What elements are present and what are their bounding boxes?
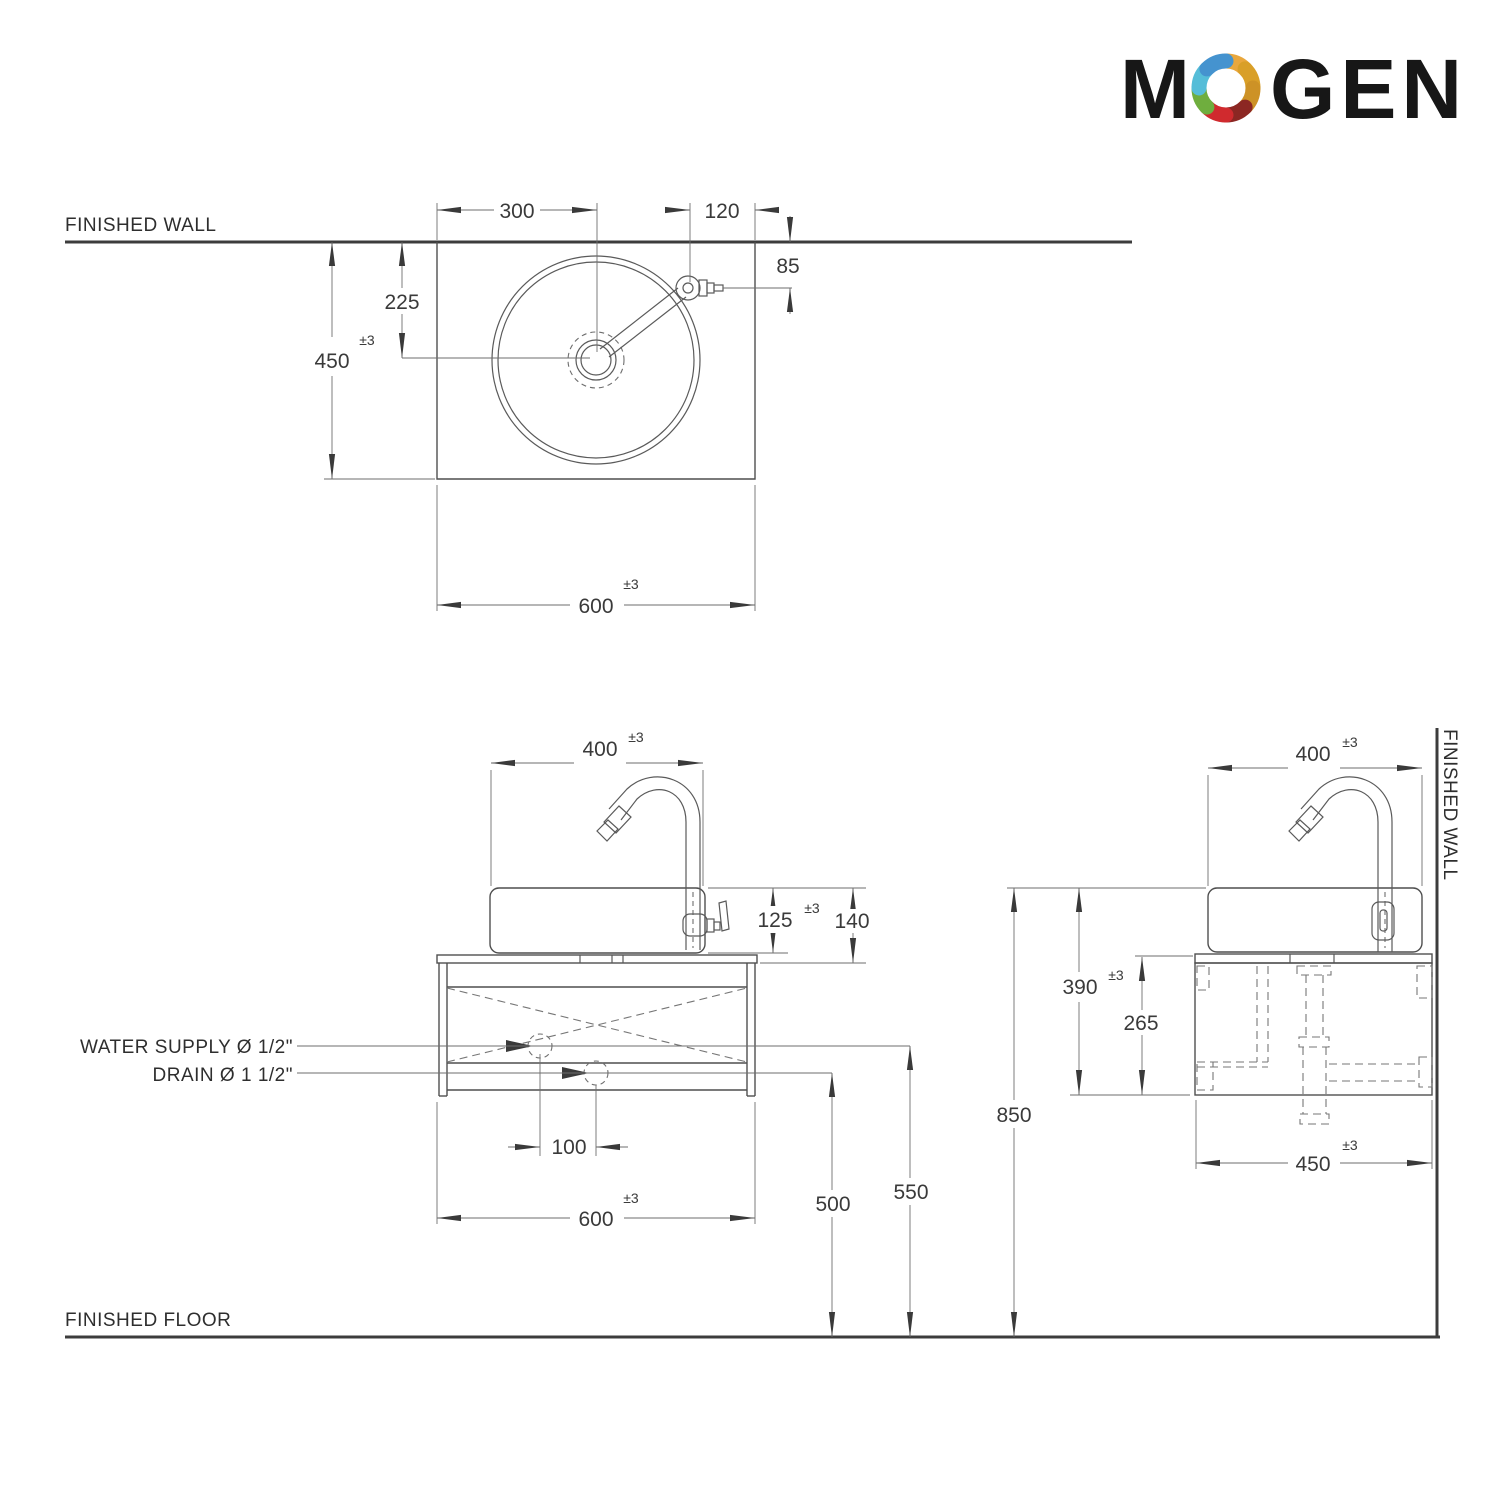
top-view-drain	[581, 345, 611, 375]
side-wall-flange	[1419, 1057, 1432, 1087]
dim-text-top-120: 120	[704, 200, 740, 223]
logo-letters-gen: GEN	[1270, 42, 1468, 136]
top-view-faucet-neck	[707, 283, 714, 293]
top-view-counter-outline	[437, 242, 755, 479]
dim-text-top-85: 85	[776, 255, 800, 278]
dim-text-front-500: 500	[815, 1193, 851, 1216]
dim-text-side-390: 390	[1062, 976, 1098, 999]
side-basin	[1208, 888, 1422, 952]
dim-text-side-265: 265	[1123, 1012, 1159, 1035]
dim-text-top-225: 225	[384, 291, 420, 314]
front-valve-neck	[707, 919, 714, 932]
water-supply-label: WATER SUPPLY Ø 1/2"	[80, 1037, 293, 1058]
front-view	[297, 777, 910, 1096]
front-basin	[490, 888, 705, 953]
tol-front-125: ±3	[804, 900, 820, 916]
side-faucet-handle	[1372, 902, 1394, 940]
tol-front-600: ±3	[623, 1190, 639, 1206]
top-view-faucet-tip	[714, 285, 723, 291]
logo-o-ring-icon	[1199, 61, 1253, 115]
top-view-faucet-base-inner	[683, 283, 693, 293]
dim-text-top-300: 300	[499, 200, 535, 223]
logo-letter-m: M	[1120, 42, 1190, 136]
tol-side-390: ±3	[1108, 967, 1124, 983]
side-bracket-bottom-left	[1197, 1062, 1213, 1090]
side-bracket-top-left	[1197, 966, 1209, 990]
finished-wall-side-label: FINISHED WALL	[1439, 729, 1460, 881]
side-bracket-top-right	[1417, 966, 1432, 998]
dim-text-side-850: 850	[996, 1104, 1032, 1127]
dim-text-front-140: 140	[834, 910, 870, 933]
side-faucet-handle-slot	[1380, 910, 1387, 931]
side-drain-coupling	[1299, 1037, 1329, 1047]
dimension-texts	[314, 200, 1357, 1231]
tol-top-450: ±3	[359, 332, 375, 348]
dim-text-front-125: 125	[757, 909, 793, 932]
dimension-lines	[332, 210, 1432, 1337]
side-faucet-inner	[1313, 790, 1378, 952]
front-faucet-aerator	[597, 820, 618, 841]
side-faucet-aerator	[1289, 820, 1310, 841]
tol-front-400: ±3	[628, 729, 644, 745]
drain-label: DRAIN Ø 1 1/2"	[152, 1065, 293, 1086]
front-countertop	[437, 955, 757, 963]
dim-text-front-400: 400	[582, 738, 618, 761]
dim-text-front-100: 100	[551, 1136, 587, 1159]
dim-text-side-400: 400	[1295, 743, 1331, 766]
tol-top-600: ±3	[623, 576, 639, 592]
dim-text-front-550: 550	[893, 1181, 929, 1204]
dim-text-top-450: 450	[314, 350, 350, 373]
extension-lines	[324, 203, 1432, 1224]
top-view-basin-inner	[498, 262, 694, 458]
labels	[65, 215, 1460, 1331]
finished-floor-label: FINISHED FLOOR	[65, 1310, 232, 1331]
side-drain-flange	[1297, 966, 1331, 975]
top-view-faucet-arm-b	[609, 297, 686, 357]
tol-side-400: ±3	[1342, 734, 1358, 750]
top-view	[437, 242, 755, 479]
dim-text-front-600: 600	[578, 1208, 614, 1231]
side-countertop	[1195, 954, 1432, 963]
dim-text-top-600: 600	[578, 595, 614, 618]
front-valve-tip	[714, 922, 720, 930]
side-cabinet-outline	[1195, 963, 1432, 1095]
dim-text-side-450: 450	[1295, 1153, 1331, 1176]
side-drain-endcap	[1300, 1114, 1329, 1124]
front-faucet-inner	[621, 790, 686, 950]
side-view	[1195, 777, 1432, 1124]
top-view-basin-outer	[492, 256, 700, 464]
top-view-faucet-base	[676, 276, 700, 300]
finished-wall-top-label: FINISHED WALL	[65, 215, 217, 236]
top-view-faucet-arm-a	[600, 288, 678, 349]
tol-side-450: ±3	[1342, 1137, 1358, 1153]
mogen-logo	[1120, 42, 1467, 136]
top-view-drain-flange	[576, 340, 616, 380]
